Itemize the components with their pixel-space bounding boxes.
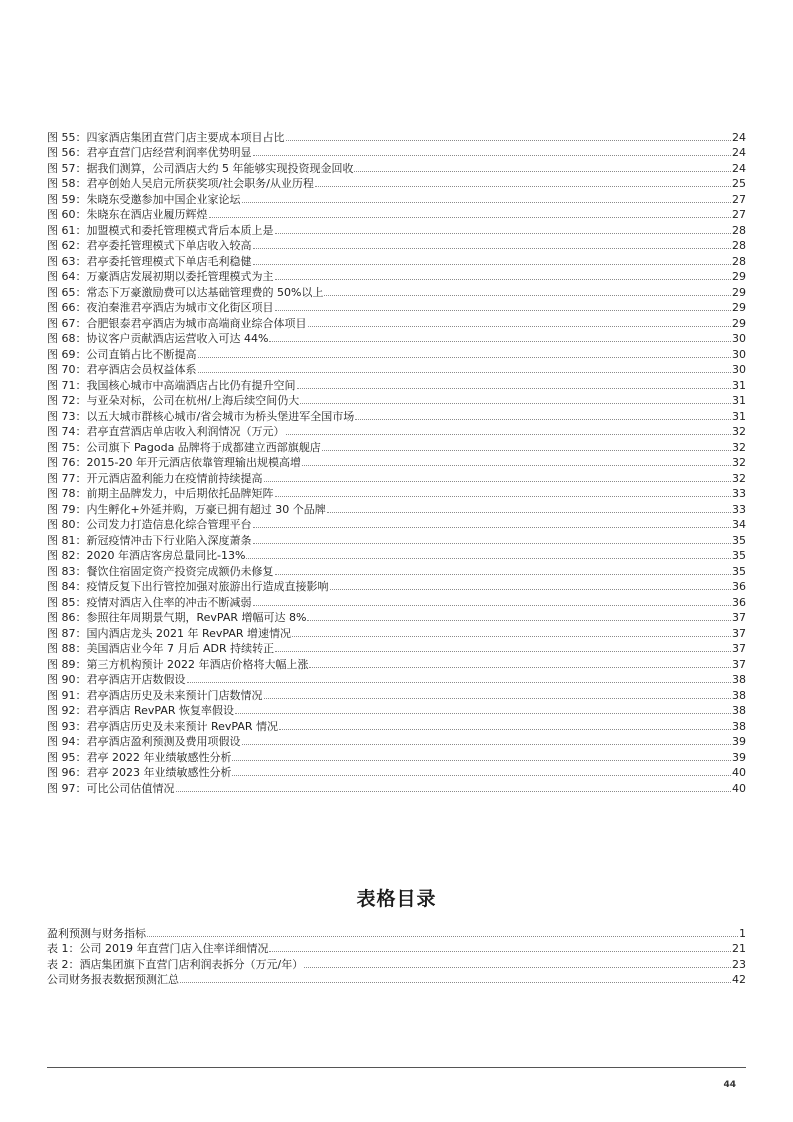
figure-toc-entry-label[interactable]: 图 79：内生孵化+外延并购，万豪已拥有超过 30 个品牌 [47,502,326,516]
figure-toc-entry[interactable] [47,268,746,284]
dot-leader [297,388,732,389]
dot-leader [275,310,732,311]
figure-toc-entry-label[interactable]: 图 72：与亚朵对标，公司在杭州/上海后续空间仍大 [47,394,300,407]
table-toc-entry-page-number[interactable]: 21 [732,942,746,955]
figure-toc-entry-label[interactable]: 图 91：君亭酒店历史及未来预计门店数情况 [47,688,263,702]
figure-toc-entry-label[interactable]: 图 77：开元酒店盈利能力在疫情前持续提高 [47,471,263,485]
figure-toc-entry-page-number[interactable]: 27 [732,192,746,206]
figure-toc-entry-label[interactable]: 图 76：2015-20 年开元酒店依靠管理输出规模高增 [47,456,301,469]
figure-toc-entry-label[interactable]: 图 81：新冠疫情冲击下行业陷入深度萧条 [47,533,252,547]
dot-leader [147,936,738,937]
table-toc-entry-label[interactable]: 盈利预测与财务指标 [47,926,146,940]
dot-leader [324,295,731,296]
figure-toc-entry[interactable] [47,640,746,656]
figure-toc-entry[interactable] [47,438,746,454]
figure-toc-entry-page-number[interactable]: 28 [732,254,746,268]
figure-toc-entry-label[interactable]: 图 86：参照往年周期景气期，RevPAR 增幅可达 8% [47,611,307,624]
figure-toc-entry-label[interactable]: 图 97：可比公司估值情况 [47,781,175,795]
figure-toc-entry[interactable] [47,206,746,222]
figure-toc-entry[interactable] [47,702,746,718]
figure-toc-entry-label[interactable]: 图 80：公司发力打造信息化综合管理平台 [47,518,252,531]
figure-toc-entry-label[interactable]: 图 87：国内酒店龙头 2021 年 RevPAR 增速情况 [47,626,291,640]
dot-leader [176,791,732,792]
dot-leader [354,171,731,172]
figure-toc-entry-page-number[interactable]: 29 [732,301,746,314]
figure-toc-entry-page-number[interactable]: 32 [732,456,746,469]
figure-toc-entry-page-number[interactable]: 29 [732,270,746,283]
figure-toc-entry-label[interactable]: 图 73：以五大城市群核心城市/省会城市为桥头堡进军全国市场 [47,409,355,423]
dot-leader [198,372,732,373]
figure-toc-entry-label[interactable]: 图 59：朱晓东受邀参加中国企业家论坛 [47,192,241,206]
table-toc-entry[interactable] [47,971,746,987]
figure-toc-entry[interactable] [47,283,746,299]
figure-toc-entry[interactable] [47,361,746,377]
dot-leader [327,512,731,513]
figure-toc-entry-page-number[interactable]: 37 [732,611,746,624]
figure-toc-entry-page-number[interactable]: 38 [732,719,746,733]
figure-toc-entry-page-number[interactable]: 38 [732,688,746,702]
tables-section-title: 表格目录 [356,888,437,910]
figure-toc-entry[interactable] [47,655,746,671]
figure-toc-entry-page-number[interactable]: 35 [732,549,746,562]
dot-leader [264,698,732,699]
dot-leader [198,357,732,358]
figure-toc-entry-label[interactable]: 图 82：2020 年酒店客房总量同比-13% [47,549,246,562]
figure-toc-entry[interactable] [47,423,746,439]
figure-toc-entry-page-number[interactable]: 31 [732,394,746,407]
dot-leader [264,481,732,482]
figure-toc-entry-label[interactable]: 图 85：疫情对酒店入住率的冲击不断减弱 [47,595,252,609]
dot-leader [315,186,731,187]
dot-leader [355,419,731,420]
dot-leader [242,202,732,203]
figure-toc-entry-label[interactable]: 图 70：君亭酒店会员权益体系 [47,363,197,376]
figure-toc-entry-label[interactable]: 图 65：常态下万豪激励费可以达基础管理费的 50%以上 [47,285,324,299]
figure-toc-entry[interactable] [47,221,746,237]
figure-toc-entry-label[interactable]: 图 94：君亭酒店盈利预测及费用项假设 [47,735,241,748]
figure-list [47,128,746,795]
figure-toc-entry-page-number[interactable]: 30 [732,363,746,376]
dot-leader [309,667,731,668]
figure-toc-entry[interactable] [47,407,746,423]
figure-toc-entry-label[interactable]: 图 55：四家酒店集团直营门店主要成本项目占比 [47,130,285,144]
figure-toc-entry[interactable] [47,733,746,749]
table-toc-entry[interactable] [47,940,746,956]
dot-leader [232,775,731,776]
figure-toc-entry-page-number[interactable]: 37 [732,626,746,640]
figure-toc-entry[interactable] [47,531,746,547]
figure-toc-entry-page-number[interactable]: 40 [732,766,746,779]
figure-toc-entry-label[interactable]: 图 57：据我们测算，公司酒店大约 5 年能够实现投资现金回收 [47,161,354,175]
figure-toc-entry[interactable] [47,376,746,392]
dot-leader [279,729,731,730]
figure-toc-entry-label[interactable]: 图 69：公司直销占比不断提高 [47,347,197,361]
dot-leader [330,589,732,590]
dot-leader [308,326,732,327]
figure-toc-entry-page-number[interactable]: 28 [732,239,746,252]
dot-leader [275,233,732,234]
figure-toc-entry-page-number[interactable]: 35 [732,564,746,578]
table-toc-entry-page-number[interactable]: 42 [732,973,746,986]
dot-leader [242,744,732,745]
figure-toc-entry-label[interactable]: 图 64：万豪酒店发展初期以委托管理模式为主 [47,270,274,283]
dot-leader [286,434,732,435]
dot-leader [253,605,732,606]
dot-leader [275,574,732,575]
figure-toc-entry[interactable] [47,299,746,315]
dot-leader [300,403,731,404]
figure-toc-entry[interactable] [47,469,746,485]
table-toc-entry-label[interactable]: 表 2：酒店集团旗下直营门店利润表拆分（万元/年） [47,957,304,971]
figure-toc-entry-label[interactable]: 图 88：美国酒店业今年 7 月后 ADR 持续转正 [47,642,275,655]
figure-toc-entry-page-number[interactable]: 37 [732,657,746,671]
dot-leader [209,217,732,218]
figure-toc-entry[interactable] [47,314,746,330]
figure-toc-entry-label[interactable]: 图 67：合肥银泰君亭酒店为城市高端商业综合体项目 [47,316,307,330]
footer-divider [47,1067,746,1068]
dot-leader [307,620,731,621]
figure-toc-entry[interactable] [47,764,746,780]
figure-toc-entry-label[interactable]: 图 56：君亭直营门店经营利润率优势明显 [47,146,252,159]
figure-toc-entry-page-number[interactable]: 30 [732,332,746,345]
table-toc-entry[interactable] [47,924,746,940]
figure-toc-entry-label[interactable]: 图 92：君亭酒店 RevPAR 恢复率假设 [47,704,235,717]
figure-toc-entry[interactable] [47,686,746,702]
figure-toc-entry[interactable] [47,485,746,501]
figure-toc-entry-page-number[interactable]: 31 [732,409,746,423]
figure-toc-entry-page-number[interactable]: 38 [732,704,746,717]
dot-leader [269,951,731,952]
figure-toc-entry-page-number[interactable]: 24 [732,130,746,144]
figure-toc-entry-page-number[interactable]: 39 [732,735,746,748]
figure-toc-entry-label[interactable]: 图 60：朱晓东在酒店业履历辉煌 [47,208,208,221]
figure-toc-entry-page-number[interactable]: 33 [732,502,746,516]
dot-leader [253,155,732,156]
figure-toc-entry[interactable] [47,237,746,253]
figure-toc-entry[interactable] [47,252,746,268]
figure-toc-entry-label[interactable]: 图 66：夜泊秦淮君亭酒店为城市文化街区项目 [47,301,274,314]
figure-toc-entry[interactable] [47,516,746,532]
figure-toc-entry-label[interactable]: 图 63：君亭委托管理模式下单店毛利稳健 [47,254,252,268]
dot-leader [269,341,731,342]
figure-toc-entry[interactable] [47,671,746,687]
figure-toc-entry[interactable] [47,624,746,640]
figure-toc-entry-label[interactable]: 图 95：君亭 2022 年业绩敏感性分析 [47,750,232,764]
table-toc-entry[interactable] [47,955,746,971]
figure-toc-entry[interactable] [47,454,746,470]
dot-leader [275,279,732,280]
dot-leader [292,636,731,637]
figure-toc-entry[interactable] [47,330,746,346]
figure-toc-entry-page-number[interactable]: 31 [732,378,746,392]
figure-toc-entry-label[interactable]: 图 78：前期主品牌发力，中后期依托品牌矩阵 [47,487,274,500]
page-number: 44 [723,1080,736,1090]
figure-toc-entry[interactable] [47,175,746,191]
figure-toc-entry[interactable] [47,345,746,361]
dot-leader [253,543,732,544]
figure-toc-entry-label[interactable]: 图 89：第三方机构预计 2022 年酒店价格将大幅上涨 [47,657,309,671]
figure-toc-entry-label[interactable]: 图 96：君亭 2023 年业绩敏感性分析 [47,766,232,779]
dot-leader [180,982,731,983]
figure-toc-entry-page-number[interactable]: 40 [732,781,746,795]
figure-toc-entry-label[interactable]: 图 58：君亭创始人吴启元所获奖项/社会职务/从业历程 [47,177,314,190]
figure-toc-entry[interactable] [47,128,746,144]
figure-toc-entry[interactable] [47,547,746,563]
figure-toc-entry-page-number[interactable]: 32 [732,440,746,454]
table-list [47,924,746,986]
figure-toc-entry[interactable] [47,593,746,609]
figure-toc-entry[interactable] [47,779,746,795]
figure-toc-entry-page-number[interactable]: 32 [732,471,746,485]
figure-toc-entry[interactable] [47,144,746,160]
figure-toc-entry[interactable] [47,159,746,175]
figure-toc-entry-page-number[interactable]: 39 [732,750,746,764]
figure-toc-entry[interactable] [47,578,746,594]
table-toc-entry-label[interactable]: 表 1：公司 2019 年直营门店入住率详细情况 [47,942,269,955]
dot-leader [235,713,731,714]
figure-toc-entry-page-number[interactable]: 30 [732,347,746,361]
dot-leader [302,465,731,466]
dot-leader [253,527,732,528]
figure-toc-entry[interactable] [47,717,746,733]
dot-leader [286,140,732,141]
dot-leader [322,450,731,451]
figure-toc-entry[interactable] [47,748,746,764]
figure-toc-entry-label[interactable]: 图 93：君亭酒店历史及未来预计 RevPAR 情况 [47,719,279,733]
dot-leader [246,558,731,559]
figure-toc-entry-label[interactable]: 图 83：餐饮住宿固定资产投资完成额仍未修复 [47,564,274,578]
figure-toc-entry-label[interactable]: 图 68：协议客户贡献酒店运营收入可达 44% [47,332,269,345]
figure-toc-entry-page-number[interactable]: 33 [732,487,746,500]
dot-leader [304,967,731,968]
figure-toc-entry-label[interactable]: 图 90：君亭酒店开店数假设 [47,673,186,686]
dot-leader [232,760,731,761]
table-toc-entry-label[interactable]: 公司财务报表数据预测汇总 [47,973,179,986]
dot-leader [187,682,732,683]
figure-toc-entry-page-number[interactable]: 24 [732,146,746,159]
figure-toc-entry-page-number[interactable]: 25 [732,177,746,190]
figure-toc-entry-page-number[interactable]: 38 [732,673,746,686]
figure-toc-entry-page-number[interactable]: 37 [732,642,746,655]
dot-leader [253,248,732,249]
figure-toc-entry[interactable] [47,392,746,408]
figure-toc-entry[interactable] [47,609,746,625]
figure-toc-entry-page-number[interactable]: 29 [732,285,746,299]
figure-toc-entry-label[interactable]: 图 84：疫情反复下出行管控加强对旅游出行造成直接影响 [47,580,329,593]
figure-toc-entry-page-number[interactable]: 32 [732,425,746,438]
dot-leader [275,496,732,497]
figure-toc-entry-page-number[interactable]: 36 [732,595,746,609]
figure-toc-entry-page-number[interactable]: 35 [732,533,746,547]
figure-toc-entry-label[interactable]: 图 74：君亭直营酒店单店收入利润情况（万元） [47,425,285,438]
table-toc-entry-page-number[interactable]: 23 [732,957,746,971]
figure-toc-entry[interactable] [47,500,746,516]
figure-toc-entry-page-number[interactable]: 29 [732,316,746,330]
figure-toc-entry-page-number[interactable]: 36 [732,580,746,593]
figure-toc-entry-page-number[interactable]: 27 [732,208,746,221]
figure-toc-entry-label[interactable]: 图 71：我国核心城市中高端酒店占比仍有提升空间 [47,378,296,392]
figure-toc-entry-label[interactable]: 图 61：加盟模式和委托管理模式背后本质上是 [47,223,274,237]
figure-toc-entry-label[interactable]: 图 62：君亭委托管理模式下单店收入较高 [47,239,252,252]
dot-leader [275,651,731,652]
figure-toc-entry-label[interactable]: 图 75：公司旗下 Pagoda 品牌将于成都建立西部旗舰店 [47,440,321,454]
dot-leader [253,264,732,265]
figure-toc-entry-page-number[interactable]: 34 [732,518,746,531]
figure-toc-entry-page-number[interactable]: 24 [732,161,746,175]
table-toc-entry-page-number[interactable]: 1 [739,926,746,940]
figure-toc-entry-page-number[interactable]: 28 [732,223,746,237]
figure-toc-entry[interactable] [47,190,746,206]
figure-toc-entry[interactable] [47,562,746,578]
